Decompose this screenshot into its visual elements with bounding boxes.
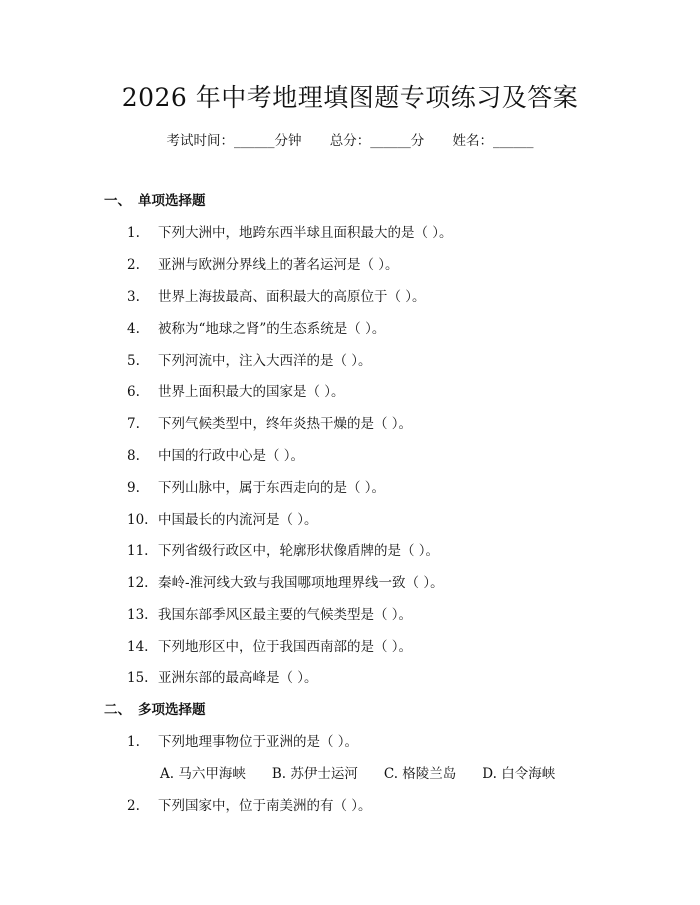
answer-options (160, 763, 581, 785)
question-number: 2. (127, 257, 140, 273)
question-number: 15. (127, 670, 149, 686)
question-number: 4. (127, 321, 140, 337)
student-name-field: 姓名：______ (452, 133, 534, 149)
document-title: 2026 年中考地理填图题专项练习及答案 (121, 83, 579, 112)
question-text: 中国最长的内流河是（ ）。 (158, 512, 318, 528)
option-b: B. 苏伊士运河 (271, 766, 358, 782)
exam-meta-line (0, 130, 700, 152)
option-d: D. 白令海峡 (482, 766, 556, 782)
question-number: 14. (127, 639, 149, 655)
question-text: 下列山脉中，属于东西走向的是（ ）。 (158, 480, 386, 496)
section-title: 单项选择题 (138, 193, 206, 209)
section-heading-single-choice (104, 190, 206, 212)
option-a: A. 马六甲海峡 (160, 766, 246, 782)
question-text: 下列地理事物位于亚洲的是（ ）。 (158, 734, 359, 750)
question-number: 10. (127, 512, 149, 528)
question-number: 11. (127, 543, 149, 559)
question-text: 中国的行政中心是（ ）。 (158, 448, 305, 464)
total-score-field: 总分：______分 (329, 133, 425, 149)
question-text: 下列地形区中，位于我国西南部的是（ ）。 (158, 639, 413, 655)
section-heading-multiple-choice (104, 699, 206, 721)
exam-time-field: 考试时间：______分钟 (166, 133, 302, 149)
question-number: 3. (127, 289, 140, 305)
question-number: 6. (127, 384, 140, 400)
question-number: 5. (127, 353, 140, 369)
question-text: 我国东部季风区最主要的气候类型是（ ）。 (158, 607, 413, 623)
question-text: 秦岭-淮河线大致与我国哪项地理界线一致（ ）。 (158, 575, 444, 591)
section-number: 一、 (104, 193, 131, 209)
question-text: 亚洲与欧洲分界线上的著名运河是（ ）。 (158, 257, 399, 273)
section-number: 二、 (104, 702, 131, 718)
question-text: 下列大洲中，地跨东西半球且面积最大的是（ ）。 (158, 225, 453, 241)
question-number: 13. (127, 607, 149, 623)
question-text: 世界上面积最大的国家是（ ）。 (158, 384, 345, 400)
question-text: 被称为“地球之肾”的生态系统是（ ）。 (158, 321, 386, 337)
question-number: 2. (127, 798, 140, 814)
question-text: 下列省级行政区中，轮廓形状像盾牌的是（ ）。 (158, 543, 440, 559)
question-text: 亚洲东部的最高峰是（ ）。 (158, 670, 318, 686)
question-number: 1. (127, 734, 140, 750)
question-text: 下列河流中，注入大西洋的是（ ）。 (158, 353, 372, 369)
section-title: 多项选择题 (138, 702, 206, 718)
question-number: 7. (127, 416, 140, 432)
question-number: 9. (127, 480, 140, 496)
question-number: 1. (127, 225, 140, 241)
question-text: 下列气候类型中，终年炎热干燥的是（ ）。 (158, 416, 413, 432)
option-c: C. 格陵兰岛 (383, 766, 457, 782)
question-number: 8. (127, 448, 140, 464)
question-text: 世界上海拔最高、面积最大的高原位于（ ）。 (158, 289, 426, 305)
question-number: 12. (127, 575, 149, 591)
question-text: 下列国家中，位于南美洲的有（ ）。 (158, 798, 372, 814)
